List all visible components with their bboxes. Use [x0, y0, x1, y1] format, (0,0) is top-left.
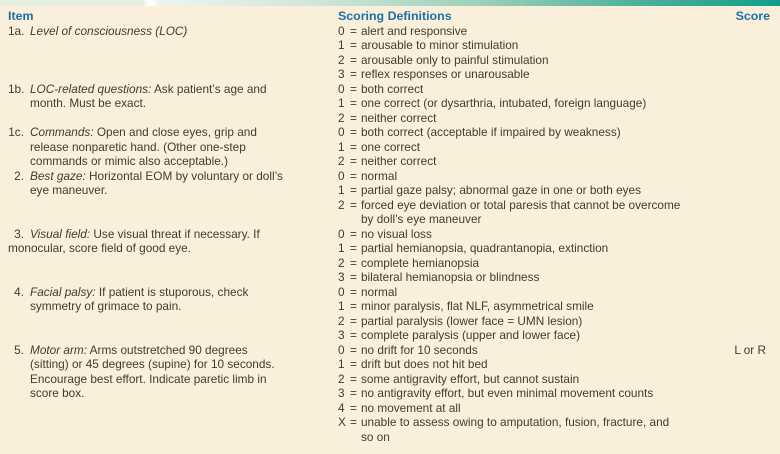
item-description: Open and close eyes, grip and — [93, 125, 257, 139]
definitions-cell — [338, 285, 770, 343]
equals-sign: = — [350, 357, 357, 371]
definition-line — [338, 285, 770, 300]
equals-sign: = — [350, 270, 357, 284]
definition-line — [338, 314, 770, 329]
definition-line — [338, 198, 770, 213]
definition-line — [338, 256, 770, 271]
definition-text: drift but does not hit bed — [361, 357, 488, 371]
item-title: LOC-related questions: — [30, 81, 152, 96]
equals-sign: = — [350, 386, 357, 400]
definition-text: minor paralysis, flat NLF, asymmetrical smile — [361, 299, 594, 313]
definition-line — [338, 96, 770, 111]
definition-value: 2 — [338, 52, 345, 67]
item-text-line — [8, 82, 330, 97]
table-header-row — [8, 9, 770, 24]
item-title: Best gaze: — [30, 168, 86, 183]
equals-sign: = — [350, 67, 357, 81]
equals-sign: = — [350, 96, 357, 110]
definition-value: 0 — [338, 81, 345, 96]
definition-value: 0 — [338, 125, 345, 139]
definition-line — [338, 24, 770, 39]
equals-sign: = — [350, 226, 357, 241]
definition-text: both correct — [361, 81, 424, 96]
item-title: Facial palsy: — [30, 284, 96, 299]
item-description: Ask patient’s age and — [151, 81, 267, 96]
item-number: 4. — [14, 284, 24, 299]
definition-value: 2 — [338, 255, 345, 270]
definition-value: 1 — [338, 357, 345, 371]
definition-text: no drift for 10 seconds — [361, 342, 478, 357]
definition-text: reflex responses or unarousable — [361, 67, 530, 81]
equals-sign: = — [350, 183, 357, 197]
definition-line — [338, 38, 770, 53]
definition-text: arousable to minor stimulation — [361, 38, 519, 52]
definitions-cell — [338, 125, 770, 169]
definition-value: 2 — [338, 313, 345, 328]
item-cell — [8, 125, 338, 169]
definition-value: 1 — [338, 183, 345, 197]
table-row-3 — [8, 227, 770, 285]
definition-line — [338, 82, 770, 97]
equals-sign: = — [350, 284, 357, 299]
equals-sign: = — [350, 255, 357, 270]
definition-line — [338, 343, 770, 358]
equals-sign: = — [350, 110, 357, 125]
definition-value: 3 — [338, 386, 345, 400]
equals-sign: = — [350, 415, 357, 429]
equals-sign: = — [350, 342, 357, 357]
item-text-line: (sitting) or 45 degrees (supine) for 10 seconds. — [30, 357, 275, 371]
definition-text: partial paralysis (lower face = UMN lesion) — [361, 313, 583, 328]
item-cell — [8, 285, 338, 343]
equals-sign: = — [350, 81, 357, 96]
definition-text: alert and responsive — [361, 23, 468, 38]
item-cell — [8, 24, 338, 82]
item-text-line: eye maneuver. — [30, 183, 108, 197]
equals-sign: = — [350, 154, 357, 168]
definition-continuation-line: by doll’s eye maneuver — [361, 212, 482, 226]
equals-sign: = — [350, 197, 357, 212]
definition-text: forced eye deviation or total paresis that cannot be overcome — [361, 197, 681, 212]
definition-line — [338, 386, 770, 401]
column-header-score: Score — [735, 9, 770, 23]
definition-value: X — [338, 415, 346, 429]
definition-line — [338, 67, 770, 82]
table-row-2 — [8, 169, 770, 227]
definition-value: 1 — [338, 96, 345, 110]
item-number: 1b. — [8, 81, 25, 96]
item-text-line — [8, 285, 330, 300]
column-header-scoring-definitions: Scoring Definitions — [338, 9, 452, 23]
item-number: 2. — [14, 168, 24, 183]
definitions-cell — [338, 343, 770, 445]
definition-text: normal — [361, 168, 398, 183]
definition-value: 3 — [338, 67, 345, 81]
definition-text: complete paralysis (upper and lower face) — [361, 328, 581, 342]
definition-value: 1 — [338, 299, 345, 313]
item-title: Commands: — [30, 125, 94, 139]
equals-sign: = — [350, 328, 357, 342]
definition-text: one correct — [361, 139, 421, 154]
equals-sign: = — [350, 38, 357, 52]
definition-text: some antigravity effort, but cannot sustain — [361, 371, 580, 386]
item-text-line: Encourage best effort. Indicate paretic limb in — [30, 371, 267, 386]
item-description: Horizontal EOM by voluntary or doll’s — [85, 168, 283, 183]
definition-value: 2 — [338, 110, 345, 125]
item-description: Use visual threat if necessary. If — [90, 226, 260, 241]
definition-line — [338, 270, 770, 285]
table-row-5 — [8, 343, 770, 445]
item-text-line: month. Must be exact. — [30, 96, 147, 110]
definition-text: bilateral hemianopsia or blindness — [361, 270, 540, 284]
item-number: 1a. — [8, 23, 25, 38]
item-title: Motor arm: — [30, 342, 88, 357]
item-number: 5. — [14, 342, 24, 357]
equals-sign: = — [350, 241, 357, 255]
item-text-line — [8, 227, 330, 242]
definition-line — [338, 357, 770, 372]
definition-line — [338, 299, 770, 314]
item-description: Arms outstretched 90 degrees — [87, 342, 248, 357]
item-text-line: monocular, score field of good eye. — [8, 241, 191, 255]
item-cell — [8, 169, 338, 227]
table-row-4 — [8, 285, 770, 343]
definition-text: no visual loss — [361, 226, 432, 241]
definition-line — [338, 183, 770, 198]
definition-line — [338, 372, 770, 387]
equals-sign: = — [350, 313, 357, 328]
table-row-1a — [8, 24, 770, 82]
definition-value: 3 — [338, 270, 345, 284]
definition-text: both correct (acceptable if impaired by weakness) — [361, 125, 621, 139]
definition-line — [338, 154, 770, 169]
item-number: 3. — [14, 226, 24, 241]
definition-value: 0 — [338, 23, 345, 38]
definition-text: unable to assess owing to amputation, fusion, fracture, and — [361, 415, 670, 429]
definition-text: partial hemianopsia, quadrantanopia, extinction — [361, 241, 609, 255]
equals-sign: = — [350, 400, 357, 415]
definition-value: 1 — [338, 139, 345, 154]
definitions-cell — [338, 82, 770, 126]
definitions-cell — [338, 169, 770, 227]
definition-line — [338, 241, 770, 256]
item-cell — [8, 227, 338, 285]
definition-value: 2 — [338, 371, 345, 386]
definition-line — [338, 140, 770, 155]
column-header-item: Item — [8, 9, 34, 23]
definition-continuation-line: so on — [361, 429, 390, 444]
item-description: If patient is stuporous, check — [95, 284, 249, 299]
definition-line — [338, 125, 770, 140]
equals-sign: = — [350, 52, 357, 67]
item-title: Level of consciousness (LOC) — [30, 23, 188, 38]
item-text-line — [8, 125, 330, 140]
equals-sign: = — [350, 125, 357, 139]
item-number: 1c. — [8, 125, 24, 139]
item-text-line: symmetry of grimace to pain. — [30, 299, 182, 313]
definition-line — [338, 169, 770, 184]
definition-value: 4 — [338, 400, 345, 415]
item-text-line: score box. — [30, 386, 85, 400]
definition-text: complete hemianopsia — [361, 255, 480, 270]
item-text-line — [8, 24, 330, 39]
definition-line — [338, 415, 770, 430]
item-cell — [8, 343, 338, 445]
score-cell-l-or-r: L or R — [734, 342, 766, 357]
item-text-line — [8, 169, 330, 184]
definition-value: 1 — [338, 38, 345, 52]
definitions-cell — [338, 24, 770, 82]
equals-sign: = — [350, 168, 357, 183]
definition-value: 0 — [338, 226, 345, 241]
definition-text: arousable only to painful stimulation — [361, 52, 549, 67]
definition-text: no movement at all — [361, 400, 461, 415]
definitions-cell — [338, 227, 770, 285]
item-title: Visual field: — [30, 226, 91, 241]
definition-text: partial gaze palsy; abnormal gaze in one or both eyes — [361, 183, 642, 197]
definition-text: one correct (or dysarthria, intubated, foreign language) — [361, 96, 647, 110]
definition-value: 0 — [338, 342, 345, 357]
item-cell — [8, 82, 338, 126]
definition-value: 3 — [338, 328, 345, 342]
table-row-1c — [8, 125, 770, 169]
item-text-line — [8, 343, 330, 358]
definition-line — [338, 328, 770, 343]
definition-text: normal — [361, 284, 398, 299]
definition-line — [338, 111, 770, 126]
definition-text: no antigravity effort, but even minimal movement counts — [361, 386, 654, 400]
definition-text: neither correct — [361, 154, 437, 168]
definition-line — [338, 401, 770, 416]
definition-value: 1 — [338, 241, 345, 255]
item-text-line: release nonparetic hand. (Other one-step — [30, 139, 246, 154]
definition-value: 0 — [338, 284, 345, 299]
definition-line — [338, 53, 770, 68]
equals-sign: = — [350, 139, 357, 154]
table-row-1b — [8, 82, 770, 126]
definition-value: 0 — [338, 168, 345, 183]
definition-value: 2 — [338, 154, 345, 168]
definition-line — [338, 227, 770, 242]
equals-sign: = — [350, 299, 357, 313]
equals-sign: = — [350, 23, 357, 38]
definition-value: 2 — [338, 197, 345, 212]
definition-text: neither correct — [361, 110, 437, 125]
equals-sign: = — [350, 371, 357, 386]
item-text-line: commands or mimic also acceptable.) — [30, 154, 228, 168]
